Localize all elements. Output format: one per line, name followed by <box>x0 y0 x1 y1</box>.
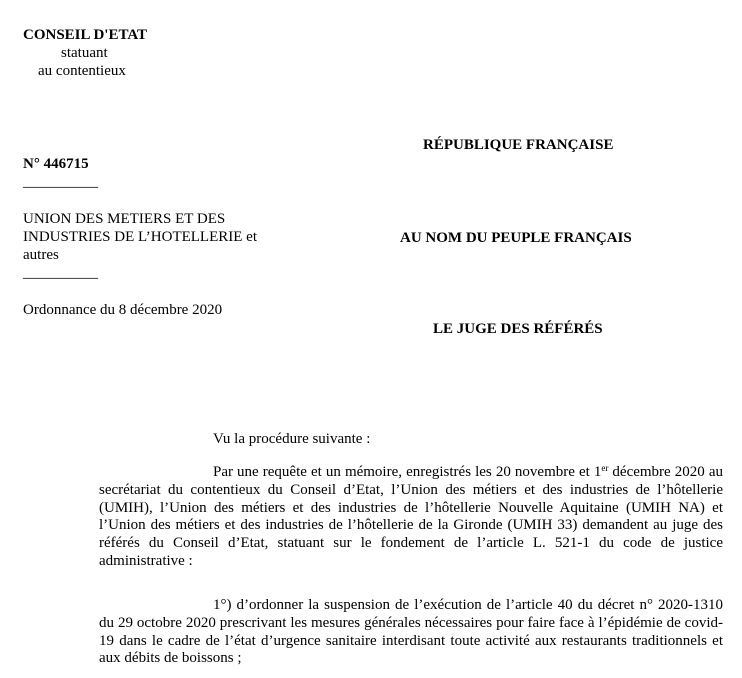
parties-line-1: UNION DES METIERS ET DES <box>23 211 226 227</box>
parties-line-2: INDUSTRIES DE L’HOTELLERIE et <box>23 229 257 245</box>
in-the-name-of-people: AU NOM DU PEUPLE FRANÇAIS <box>400 230 632 246</box>
republic-title: RÉPUBLIQUE FRANÇAISE <box>423 137 614 153</box>
paragraph-request-text-a: Par une requête et un mémoire, enregistrés les 20 novembre et 1 <box>213 464 602 480</box>
paragraph-request-text-b: décembre 2020 au secrétariat du contentieux du Conseil d’Etat, l’Union des métiers et des industries de l’hôtellerie (UMIH), l’Union des métiers et des industries de l’hôtellerie Nouvelle Aquitaine (UMIH NA) et l’Union des métiers et des industries de l’hôtellerie de la Gironde (UMIH 33) demandent au juge des référés du Conseil d’Etat, statuant sur le fondement de l’article L. 521-1 du code de justice administrative : <box>99 464 723 569</box>
procedure-heading: Vu la procédure suivante : <box>213 431 371 447</box>
ordinance-date: Ordonnance du 8 décembre 2020 <box>23 302 223 318</box>
paragraph-suspension-text: 1°) d’ordonner la suspension de l’exécution de l’article 40 du décret n° 2020-1310 du 29 octobre 2020 prescrivant les mesures générales nécessaires pour faire face à l’épidémie de covid-19 dans le cadre de l’état d’urgence sanitaire interdisant toute activité aux restaurants traditionnels et aux débits de boissons ; <box>99 597 723 667</box>
paragraph-suspension <box>99 597 723 668</box>
separator-line: __________ <box>23 174 98 190</box>
judge-title: LE JUGE DES RÉFÉRÉS <box>433 321 603 337</box>
parties-line-3: autres <box>23 247 59 263</box>
paragraph-request <box>99 464 723 571</box>
paragraph-request-superscript: er <box>601 463 609 473</box>
court-name: CONSEIL D'ETAT <box>23 27 148 43</box>
separator-line-2: __________ <box>23 265 98 281</box>
case-number: N° 446715 <box>23 156 89 172</box>
court-subtitle-line1: statuant <box>61 45 108 61</box>
court-subtitle-line2: au contentieux <box>38 63 126 79</box>
